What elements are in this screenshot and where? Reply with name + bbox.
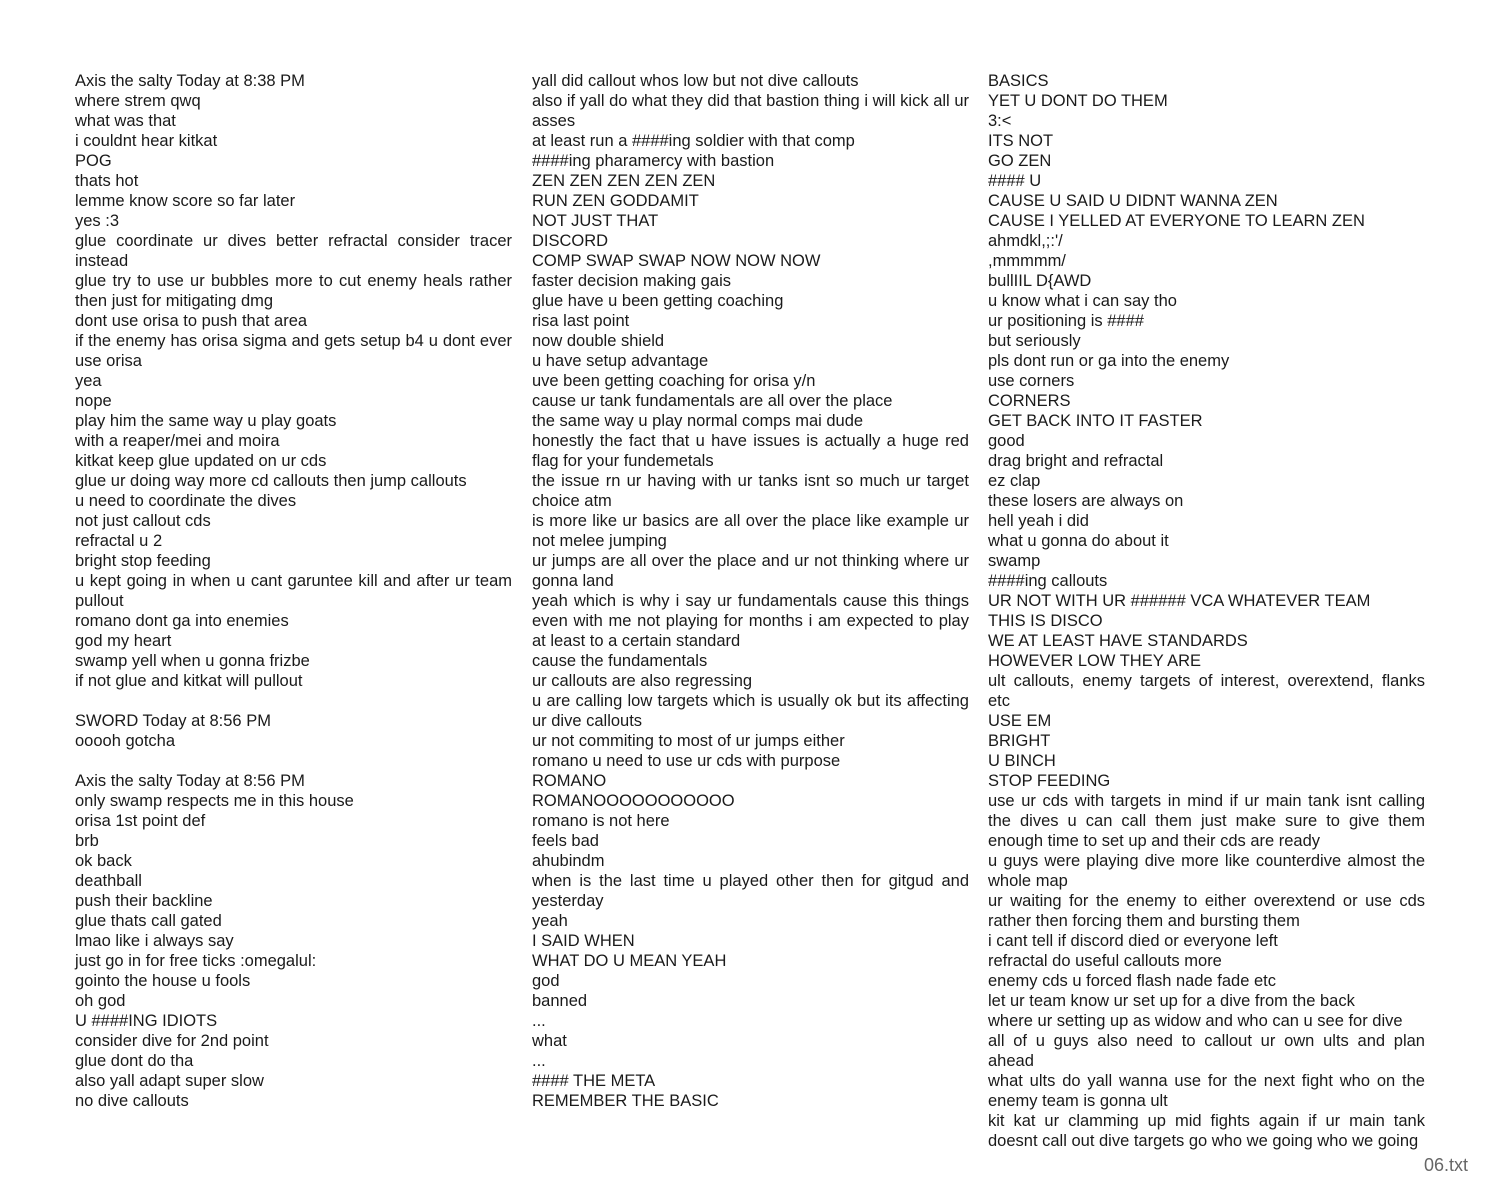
- chat-line: when is the last time u played other then for gitgud and yesterday: [532, 872, 969, 910]
- chat-line: u guys were playing dive more like counterdive almost the whole map: [988, 852, 1425, 890]
- chat-line: glue ur doing way more cd callouts then jump callouts: [75, 472, 467, 490]
- chat-line: where ur setting up as widow and who can u see for dive: [988, 1012, 1403, 1030]
- chat-line: let ur team know ur set up for a dive from the back: [988, 992, 1355, 1010]
- chat-line: what ults do yall wanna use for the next fight who on the enemy team is gonna ult: [988, 1072, 1425, 1110]
- chat-line: gointo the house u fools: [75, 972, 251, 990]
- chat-line: swamp yell when u gonna frizbe: [75, 652, 310, 670]
- chat-line: #### THE META: [532, 1072, 656, 1090]
- chat-line: these losers are always on: [988, 492, 1184, 510]
- chat-line: brb: [75, 832, 99, 850]
- chat-line: kitkat keep glue updated on ur cds: [75, 452, 327, 470]
- chat-line: CAUSE U SAID U DIDNT WANNA ZEN: [988, 192, 1278, 210]
- chat-line: play him the same way u play goats: [75, 412, 337, 430]
- chat-line: cause the fundamentals: [532, 652, 708, 670]
- chat-line: with a reaper/mei and moira: [75, 432, 280, 450]
- chat-line: consider dive for 2nd point: [75, 1032, 269, 1050]
- chat-line: glue thats call gated: [75, 912, 222, 930]
- chat-line: kit kat ur clamming up mid fights again if ur main tank doesnt call out dive targets go who we going who we going: [988, 1112, 1425, 1150]
- chat-line: ROMANOOOOOOOOOOO: [532, 792, 735, 810]
- chat-line: HOWEVER LOW THEY ARE: [988, 652, 1202, 670]
- chat-line: but seriously: [988, 332, 1081, 350]
- chat-line: pls dont run or ga into the enemy: [988, 352, 1230, 370]
- chat-line: god my heart: [75, 632, 172, 650]
- chat-line: ZEN ZEN ZEN ZEN ZEN: [532, 172, 716, 190]
- chat-line: GET BACK INTO IT FASTER: [988, 412, 1203, 430]
- chat-line: refractal do useful callouts more: [988, 952, 1222, 970]
- chat-line: oh god: [75, 992, 126, 1010]
- chat-line: cause ur tank fundamentals are all over the place: [532, 392, 893, 410]
- chat-line: ROMANO: [532, 772, 607, 790]
- chat-line: risa last point: [532, 312, 630, 330]
- chat-line: yall did callout whos low but not dive callouts: [532, 72, 859, 90]
- chat-line: bullIIL D{AWD: [988, 272, 1092, 290]
- chat-line: ur callouts are also regressing: [532, 672, 753, 690]
- chat-line: swamp: [988, 552, 1041, 570]
- chat-line: [75, 691, 512, 711]
- chat-line: #### U: [988, 172, 1042, 190]
- chat-line: bright stop feeding: [75, 552, 211, 570]
- chat-line: what: [532, 1032, 567, 1050]
- chat-line: DISCORD: [532, 232, 609, 250]
- chat-line: also if yall do what they did that bastion thing i will kick all ur asses: [532, 92, 969, 130]
- chat-line: enemy cds u forced flash nade fade etc: [988, 972, 1277, 990]
- chat-line: romano dont ga into enemies: [75, 612, 289, 630]
- chat-line: refractal u 2: [75, 532, 163, 550]
- chat-line: drag bright and refractal: [988, 452, 1164, 470]
- chat-line: Axis the salty Today at 8:56 PM: [75, 772, 305, 790]
- chat-line: USE EM: [988, 712, 1052, 730]
- chat-line: ITS NOT: [988, 132, 1054, 150]
- chat-line: 3:<: [988, 112, 1012, 130]
- chat-line: SWORD Today at 8:56 PM: [75, 712, 271, 730]
- chat-line: orisa 1st point def: [75, 812, 206, 830]
- chat-line: WE AT LEAST HAVE STANDARDS: [988, 632, 1248, 650]
- chat-line: ...: [532, 1012, 546, 1030]
- chat-line: GO ZEN: [988, 152, 1052, 170]
- chat-line: the same way u play normal comps mai dude: [532, 412, 864, 430]
- chat-line: i couldnt hear kitkat: [75, 132, 218, 150]
- chat-line: ult callouts, enemy targets of interest, overextend, flanks etc: [988, 672, 1425, 710]
- chat-line: BRIGHT: [988, 732, 1051, 750]
- chat-line: u are calling low targets which is usually ok but its affecting ur dive callouts: [532, 692, 969, 730]
- chat-line: U BINCH: [988, 752, 1056, 770]
- chat-line: just go in for free ticks :omegalul:: [75, 952, 317, 970]
- chat-line: u know what i can say tho: [988, 292, 1177, 310]
- chat-line: not just callout cds: [75, 512, 211, 530]
- chat-line: use corners: [988, 372, 1075, 390]
- chat-line: REMEMBER THE BASIC: [532, 1092, 719, 1110]
- chat-line: use ur cds with targets in mind if ur main tank isnt calling the dives u can call them just make sure to give them enough time to set up and their cds are ready: [988, 792, 1425, 850]
- chat-line: BASICS: [988, 72, 1049, 90]
- chat-line: u kept going in when u cant garuntee kill and after ur team pullout: [75, 572, 512, 610]
- text-column-3: [988, 71, 1425, 1151]
- chat-line: glue dont do tha: [75, 1052, 194, 1070]
- chat-line: YET U DONT DO THEM: [988, 92, 1168, 110]
- chat-line: i cant tell if discord died or everyone left: [988, 932, 1278, 950]
- chat-line: no dive callouts: [75, 1092, 189, 1110]
- chat-line: all of u guys also need to callout ur own ults and plan ahead: [988, 1032, 1425, 1070]
- chat-line: ahubindm: [532, 852, 605, 870]
- chat-line: U ####ING IDIOTS: [75, 1012, 218, 1030]
- chat-line: POG: [75, 152, 112, 170]
- chat-line: yeah: [532, 912, 568, 930]
- chat-line: ur jumps are all over the place and ur not thinking where ur gonna land: [532, 552, 969, 590]
- chat-line: I SAID WHEN: [532, 932, 635, 950]
- chat-line: ur positioning is ####: [988, 312, 1144, 330]
- chat-line: lemme know score so far later: [75, 192, 296, 210]
- chat-line: COMP SWAP SWAP NOW NOW NOW: [532, 252, 821, 270]
- chat-line: romano u need to use ur cds with purpose: [532, 752, 841, 770]
- chat-line: glue coordinate ur dives better refractal consider tracer instead: [75, 232, 512, 270]
- chat-line: CAUSE I YELLED AT EVERYONE TO LEARN ZEN: [988, 212, 1365, 230]
- chat-line: WHAT DO U MEAN YEAH: [532, 952, 727, 970]
- chat-line: push their backline: [75, 892, 213, 910]
- chat-line: romano is not here: [532, 812, 670, 830]
- chat-line: THIS IS DISCO: [988, 612, 1103, 630]
- chat-line: what u gonna do about it: [988, 532, 1169, 550]
- chat-line: NOT JUST THAT: [532, 212, 659, 230]
- chat-line: u have setup advantage: [532, 352, 709, 370]
- chat-line: faster decision making gais: [532, 272, 732, 290]
- chat-line: yea: [75, 372, 102, 390]
- chat-line: nope: [75, 392, 112, 410]
- chat-line: lmao like i always say: [75, 932, 234, 950]
- chat-line: ,mmmmm/: [988, 252, 1066, 270]
- chat-line: ur waiting for the enemy to either overextend or use cds rather then forcing them and bursting them: [988, 892, 1425, 930]
- chat-line: RUN ZEN GODDAMIT: [532, 192, 699, 210]
- chat-line: ooooh gotcha: [75, 732, 176, 750]
- chat-line: ok back: [75, 852, 132, 870]
- text-column-2: [532, 71, 969, 1111]
- chat-line: now double shield: [532, 332, 665, 350]
- chat-line: god: [532, 972, 560, 990]
- chat-line: the issue rn ur having with ur tanks isnt so much ur target choice atm: [532, 472, 969, 510]
- chat-line: feels bad: [532, 832, 599, 850]
- chat-line: glue try to use ur bubbles more to cut enemy heals rather then just for mitigating dmg: [75, 272, 512, 310]
- chat-line: CORNERS: [988, 392, 1071, 410]
- chat-line: ez clap: [988, 472, 1041, 490]
- chat-line: UR NOT WITH UR ###### VCA WHATEVER TEAM: [988, 592, 1371, 610]
- chat-line: Axis the salty Today at 8:38 PM: [75, 72, 305, 90]
- chat-line: if not glue and kitkat will pullout: [75, 672, 303, 690]
- chat-line: deathball: [75, 872, 142, 890]
- text-column-1: [75, 71, 512, 1111]
- chat-line: honestly the fact that u have issues is actually a huge red flag for your fundemetals: [532, 432, 969, 470]
- chat-line: yes :3: [75, 212, 120, 230]
- chat-line: u need to coordinate the dives: [75, 492, 297, 510]
- page-label: 06.txt: [1423, 1155, 1468, 1175]
- chat-line: is more like ur basics are all over the place like example ur not melee jumping: [532, 512, 969, 550]
- chat-line: ####ing callouts: [988, 572, 1108, 590]
- chat-line: where strem qwq: [75, 92, 201, 110]
- chat-line: at least run a ####ing soldier with that comp: [532, 132, 855, 150]
- chat-line: yeah which is why i say ur fundamentals cause this things even with me not playing for months i am expected to play at least to a certain standard: [532, 592, 969, 650]
- chat-line: also yall adapt super slow: [75, 1072, 264, 1090]
- chat-line: banned: [532, 992, 588, 1010]
- chat-line: ####ing pharamercy with bastion: [532, 152, 775, 170]
- chat-line: thats hot: [75, 172, 139, 190]
- chat-line: ur not commiting to most of ur jumps either: [532, 732, 845, 750]
- chat-line: good: [988, 432, 1025, 450]
- chat-line: only swamp respects me in this house: [75, 792, 354, 810]
- chat-line: uve been getting coaching for orisa y/n: [532, 372, 816, 390]
- chat-line: ahmdkl,;:'/: [988, 232, 1063, 250]
- chat-line: if the enemy has orisa sigma and gets setup b4 u dont ever use orisa: [75, 332, 512, 370]
- chat-line: hell yeah i did: [988, 512, 1089, 530]
- chat-line: dont use orisa to push that area: [75, 312, 308, 330]
- chat-line: glue have u been getting coaching: [532, 292, 784, 310]
- chat-line: what was that: [75, 112, 176, 130]
- chat-line: STOP FEEDING: [988, 772, 1111, 790]
- chat-line: [75, 751, 512, 771]
- chat-line: ...: [532, 1052, 546, 1070]
